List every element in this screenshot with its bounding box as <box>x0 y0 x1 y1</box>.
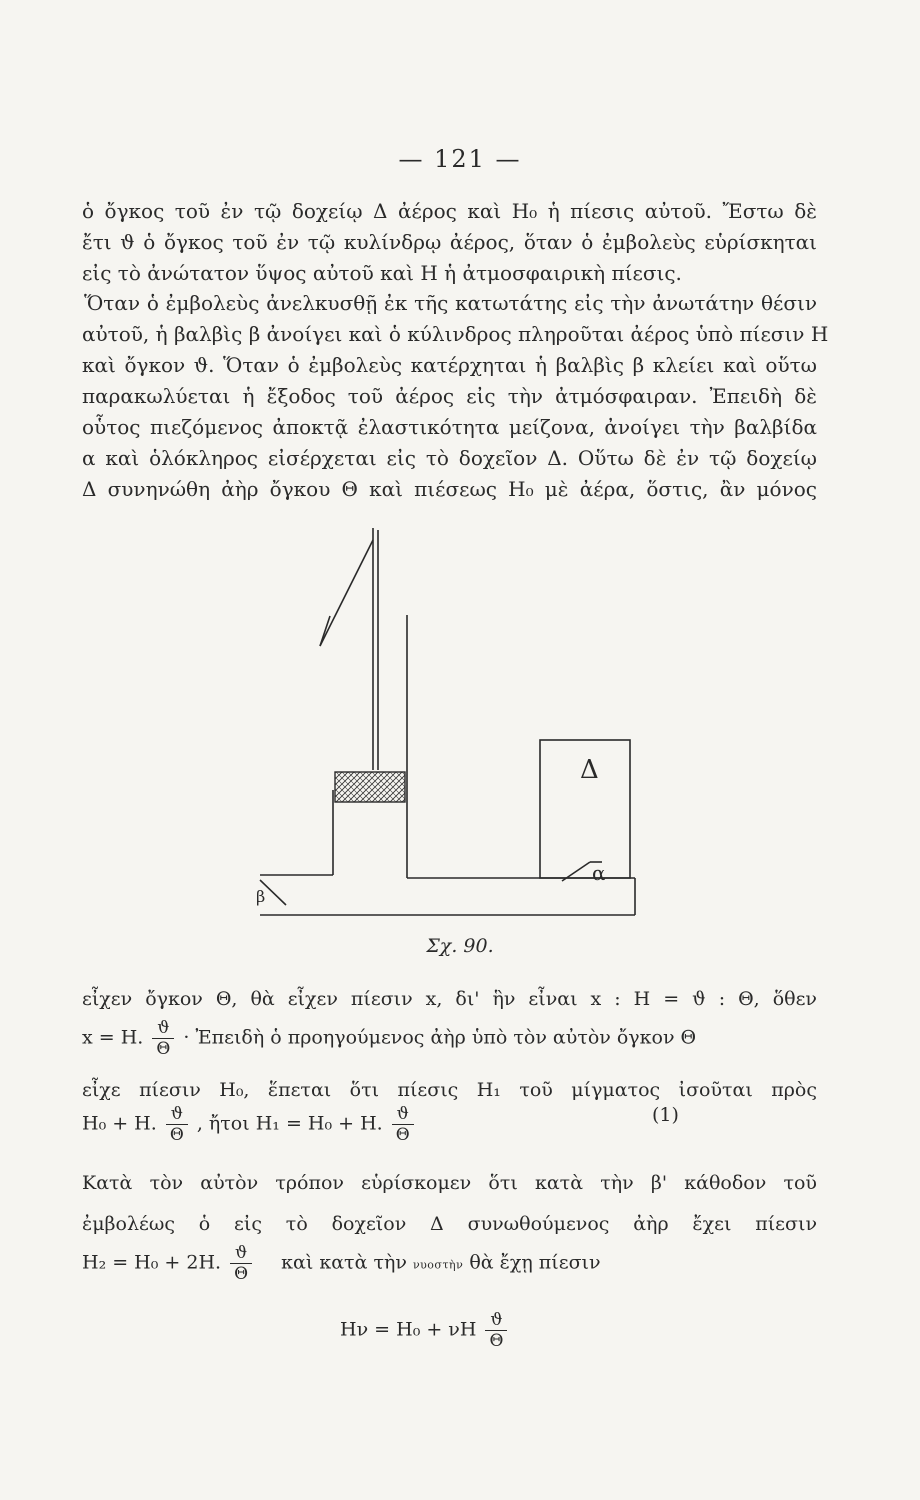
fraction-numerator: ϑ <box>230 1243 252 1264</box>
paragraph-2 <box>82 288 829 505</box>
fraction-denominator: Θ <box>156 1039 171 1059</box>
fraction <box>392 1104 414 1145</box>
fraction-denominator: Θ <box>169 1125 184 1145</box>
fraction <box>152 1018 174 1059</box>
label-valve-a: α <box>592 861 606 885</box>
text-line: εἰς τὸ ἀνώτατον ὕψος αὐτοῦ καὶ H ἡ ἀτμοσφαιρικὴ πίεσις. <box>82 261 682 285</box>
pump-diagram <box>240 520 640 940</box>
text-line: παρακωλύεται ἡ ἔξοδος τοῦ ἀέρος εἰς τὴν ἀτμόσφαιραν. Ἐπειδὴ δὲ <box>82 384 817 408</box>
fraction-denominator: Θ <box>395 1125 410 1145</box>
expr: , ἤτοι H₁ = H₀ + H. <box>196 1112 383 1135</box>
math-line-5: Κατὰ τὸν αὐτὸν τρόπον εὑρίσκομεν ὅτι κατὰ τὴν β' κάθοδον τοῦ <box>82 1172 817 1194</box>
math-line-3: εἶχε πίεσιν H₀, ἕπεται ὅτι πίεσις H₁ τοῦ μίγματος ἰσοῦται πρὸς <box>82 1079 817 1101</box>
handle-tip <box>320 616 330 646</box>
fraction-numerator: ϑ <box>485 1310 507 1331</box>
piston <box>335 772 405 802</box>
fraction-numerator: ϑ <box>166 1104 188 1125</box>
expr: καὶ κατὰ τὴν <box>281 1251 407 1274</box>
math-line-2 <box>82 1018 817 1059</box>
text-line: καὶ ὄγκον ϑ. Ὅταν ὁ ἐμβολεὺς κατέρχηται ἡ βαλβὶς β κλείει καὶ οὕτω <box>82 353 817 377</box>
text-line: ὁ ὄγκος τοῦ ἐν τῷ δοχείῳ Δ ἀέρος καὶ H₀ ἡ πίεσις αὐτοῦ. Ἔστω δὲ <box>82 199 817 223</box>
figure-caption: Σχ. 90. <box>426 935 494 957</box>
handle-line <box>320 540 373 646</box>
math-line-4 <box>82 1104 817 1145</box>
expr: Hν = H₀ + νH <box>340 1318 477 1341</box>
text-line: αὐτοῦ, ἡ βαλβὶς β ἀνοίγει καὶ ὁ κύλινδρος πληροῦται ἀέρος ὑπὸ πίεσιν H <box>82 322 829 346</box>
expr: H₀ + H. <box>82 1112 157 1135</box>
math-line-6: ἐμβολέως ὁ εἰς τὸ δοχεῖον Δ συνωθούμενος ἀὴρ ἔχει πίεσιν <box>82 1213 817 1235</box>
equation-number: (1) <box>652 1104 679 1126</box>
fraction-numerator: ϑ <box>152 1018 174 1039</box>
text-line: α καὶ ὁλόκληρος εἰσέρχεται εἰς τὸ δοχεῖον Δ. Οὕτω δὲ ἐν τῷ δοχείῳ <box>82 446 817 470</box>
label-valve-b: β <box>256 887 266 906</box>
text-line: Δ συνηνώθη ἀὴρ ὄγκου Θ καὶ πιέσεως H₀ μὲ ἀέρα, ὅστις, ἂν μόνος <box>82 477 817 501</box>
text-line: Ὅταν ὁ ἐμβολεὺς ἀνελκυσθῇ ἐκ τῆς κατωτάτης εἰς τὴν ἀνωτάτην θέσιν <box>84 291 817 315</box>
fraction-numerator: ϑ <box>392 1104 414 1125</box>
small-text: νυοστὴν <box>412 1258 464 1272</box>
fraction <box>230 1243 252 1284</box>
text-line: ἔτι ϑ ὁ ὄγκος τοῦ ἐν τῷ κυλίνδρῳ ἀέρος, ὅταν ὁ ἐμβολεὺς εὑρίσκηται <box>82 230 817 254</box>
fraction-denominator: Θ <box>234 1264 249 1284</box>
label-vessel-delta: Δ <box>580 755 599 785</box>
expr: H₂ = H₀ + 2H. <box>82 1251 222 1274</box>
math-line-7 <box>82 1243 817 1284</box>
fraction-denominator: Θ <box>489 1331 504 1351</box>
expr: · Ἐπειδὴ ὁ προηγούμενος ἀὴρ ὑπὸ τὸν αὐτὸν ὄγκον Θ <box>183 1026 697 1049</box>
fraction <box>485 1310 507 1351</box>
paragraph-1 <box>82 196 817 289</box>
text-line: οὗτος πιεζόμενος ἀποκτᾷ ἐλαστικότητα μείζονα, ἀνοίγει τὴν βαλβίδα <box>82 415 817 439</box>
fraction <box>166 1104 188 1145</box>
expr: θὰ ἔχῃ πίεσιν <box>469 1251 601 1274</box>
expr: x = H. <box>82 1026 144 1049</box>
math-line-1: εἶχεν ὄγκον Θ, θὰ εἶχεν πίεσιν x, δι' ἣν εἶναι x : H = ϑ : Θ, ὅθεν <box>82 988 817 1010</box>
math-line-8 <box>340 1310 510 1351</box>
page-number: — 121 — <box>398 145 522 173</box>
